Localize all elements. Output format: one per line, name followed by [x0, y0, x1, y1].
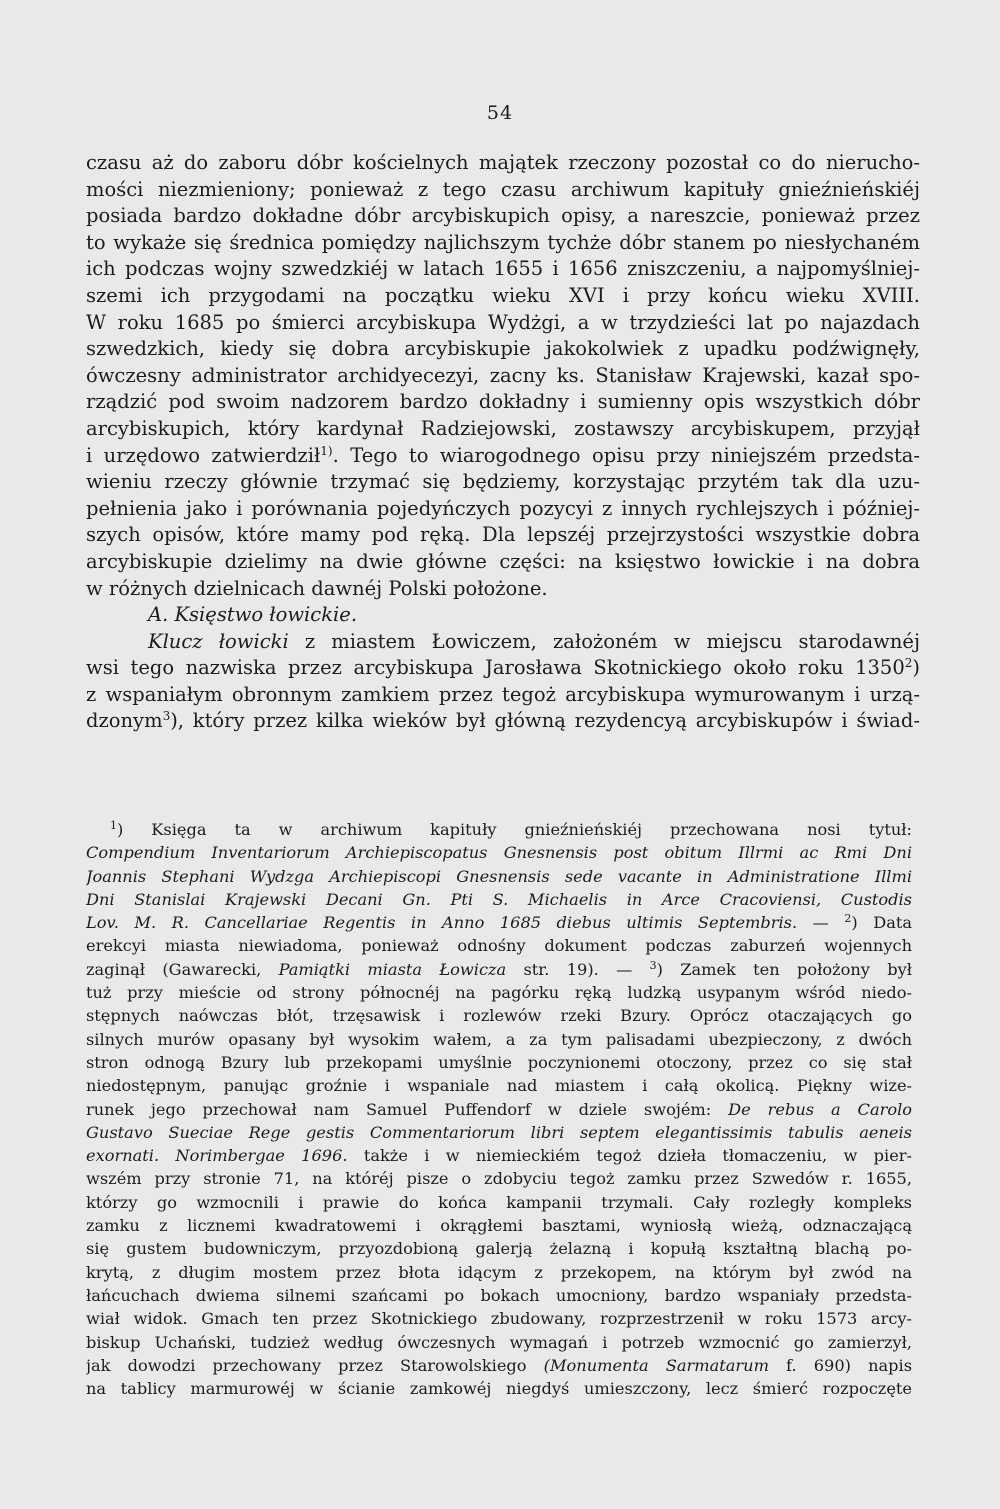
text-line: arcybiskupie dzielimy na dwie główne części: na księstwo łowickie i na dobra: [86, 549, 920, 573]
text-run: str. 19). —: [506, 959, 650, 979]
text-line: ówczesny administrator archidyecezyi, zacny ks. Stanisław Krajewski, kazał spo-: [86, 363, 920, 387]
section-title: Księstwo łowickie.: [174, 603, 358, 627]
text-run: f. 690) napis: [768, 1355, 912, 1375]
main-text: [86, 150, 920, 735]
text-run: runek jego przechował nam Samuel Puffendorf w dziele swojém:: [86, 1099, 729, 1119]
footnote-line: [86, 1144, 912, 1167]
text-run-italic: Lov. M. R. Cancellariae Regentis in Anno 1685 diebus ultimis Septembris.: [86, 913, 798, 933]
text-line: arcybiskupich, który kardynał Radziejowski, zostawszy arcybiskupem, przyjął: [86, 416, 920, 440]
text-line: rządzić pod swoim nadzorem bardzo dokładny i sumienny opis wszystkich dóbr: [86, 390, 920, 414]
text-line: [86, 443, 920, 470]
text-line: W roku 1685 po śmierci arcybiskupa Wydżgi, a w trzydzieści lat po najazdach: [86, 310, 920, 334]
text-run: . Tego to wiarogodnego opisu przy niniejszém przedsta-: [332, 443, 920, 467]
text-run: zaginął (Gawarecki,: [86, 959, 279, 979]
footnote-line: stępnych naówczas błót, trzęsawisk i rozlewów rzeki Bzury. Oprócz otaczających go: [86, 1006, 912, 1026]
text-run: dzonym: [86, 709, 163, 733]
text-line: szwedzkich, kiedy się dobra arcybiskupie jakokolwiek z upadku podźwignęły,: [86, 337, 920, 361]
text-run: jak dowodzi przechowany przez Starowolskiego: [86, 1355, 544, 1375]
section-letter: A.: [148, 603, 169, 627]
text-run: ) Zamek ten położony był: [656, 959, 912, 979]
footnote-line: [86, 1098, 912, 1121]
text-run: ) Data: [851, 913, 912, 933]
footnote-ref-1: 1): [320, 443, 333, 458]
footnote-line: silnych murów opasany był wysokim wałem, a za tym palisadami ubezpieczony, z dwóch: [86, 1029, 912, 1049]
text-line: [86, 708, 920, 735]
text-line: czasu aż do zaboru dóbr kościelnych majątek rzeczony pozostał co do nierucho-: [86, 151, 920, 174]
text-run-italic: exornati. Norimbergae 1696.: [86, 1146, 348, 1166]
text-run: z miastem Łowiczem, założoném w miejscu starodawnéj: [288, 629, 920, 653]
text-line: szemi ich przygodami na początku wieku XVI i przy końcu wieku XVIII.: [86, 283, 920, 307]
text-run-italic: Pamiątki miasta Łowicza: [278, 959, 507, 979]
text-line: szych opisów, które mamy pod ręką. Dla lepszéj przejrzystości wszystkie dobra: [86, 523, 920, 547]
text-run: i urzędowo zatwierdził: [86, 443, 321, 467]
footnote-line: łańcuchach dwiema silnemi szańcami po bokach umocniony, bardzo wspaniały przedsta-: [86, 1285, 912, 1305]
text-line: [86, 655, 920, 682]
footnote-line: Dni Stanislai Krajewski Decani Gn. Pti S. Michaelis in Arce Cracoviensi, Custodis: [86, 889, 912, 909]
footnotes: [86, 818, 912, 1400]
footnote-line: Joannis Stephani Wydzga Archiepiscopi Gnesnensis sede vacante in Administratione Illmi: [86, 866, 912, 886]
footnote-line: erekcyi miasta niewiadoma, ponieważ odnośny dokument podczas zaburzeń wojennych: [86, 936, 912, 956]
footnote-line: Gustavo Sueciae Rege gestis Commentariorum libri septem elegantissimis tabulis aeneis: [86, 1122, 912, 1142]
text-run: ) Księga ta w archiwum kapituły gnieźnieńskiéj przechowana nosi tytuł:: [117, 820, 912, 839]
footnote-line: stron odnogą Bzury lub przekopami umyślnie poczynionemi otoczony, przez co się stał: [86, 1052, 912, 1072]
footnote-line: biskup Uchański, tudzież według ówczesnych wymagań i potrzeb wzmocnić go zamierzył,: [86, 1332, 912, 1352]
footnote-line: [86, 818, 912, 841]
text-run: ): [912, 656, 920, 680]
text-line: [86, 629, 920, 656]
footnote-number: 1: [110, 819, 117, 832]
footnote-line: [86, 958, 912, 981]
text-run-italic: (Monumenta Sarmatarum: [543, 1355, 769, 1375]
footnote-line: niedostępnym, panując groźnie i wspaniale nad miastem i całą okolicą. Piękny wize-: [86, 1076, 912, 1096]
footnote-ref-3: 3: [162, 709, 171, 724]
footnote-line: wiał widok. Gmach ten przez Skotnickiego zbudowany, rozprzestrzenił w roku 1573 arcy-: [86, 1309, 912, 1329]
text-line: to wykaże się średnica pomiędzy najlichszym tychże dóbr stanem po niesłychaném: [86, 230, 920, 254]
text-line: w różnych dzielnicach dawnéj Polski położone.: [86, 576, 548, 600]
footnote-number: 3: [649, 958, 657, 972]
footnote-line: którzy go wzmocnili i prawie do końca kampanii trzymali. Cały rozległy kompleks: [86, 1192, 912, 1212]
footnote-line: na tablicy marmurowéj w ścianie zamkowéj niegdyś umieszczony, lecz śmierć rozpoczęte: [86, 1379, 912, 1399]
footnote-line: [86, 1354, 912, 1377]
text-run: ), który przez kilka wieków był główną rezydencyą arcybiskupów i świad-: [170, 709, 920, 733]
footnote-line: się gustem budowniczym, przyozdobioną galerją żelazną i kopułą kształtną blachą po-: [86, 1239, 912, 1259]
footnote-line: wszém przy stronie 71, na któréj pisze o zdobyciu tegoż zamku przez Szwedów r. 1655,: [86, 1169, 912, 1189]
page-number: 54: [486, 102, 514, 124]
text-run: wsi tego nazwiska przez arcybiskupa Jarosława Skotnickiego około roku 1350: [86, 656, 905, 680]
text-line: z wspaniałym obronnym zamkiem przez tegoż arcybiskupa wymurowanym i urzą-: [86, 682, 920, 706]
text-run: także i w niemieckiém tegoż dzieła tłomaczeniu, w pier-: [347, 1146, 912, 1166]
text-run-italic: De rebus a Carolo: [728, 1099, 912, 1119]
text-line: ich podczas wojny szwedzkiéj w latach 1655 i 1656 zniszczeniu, a najpomyślniej-: [86, 257, 920, 281]
footnote-ref-2: 2: [904, 656, 913, 671]
section-heading: [86, 602, 920, 629]
text-run: —: [797, 913, 845, 933]
footnote-number: 2: [844, 912, 852, 926]
footnote-line: Compendium Inventariorum Archiepiscopatus Gnesnensis post obitum Illrmi ac Rmi Dni: [86, 843, 912, 863]
footnote-line: tuż przy mieście od strony północnéj na pagórku ręką ludzką usypanym wśród niedo-: [86, 983, 912, 1003]
footnote-line: krytą, z długim mostem przez błota idącym z przekopem, na którym był zwód na: [86, 1262, 912, 1282]
footnote-line: [86, 911, 912, 934]
text-line: posiada bardzo dokładne dóbr arcybiskupich opisy, a nareszcie, ponieważ przez: [86, 204, 920, 228]
text-run-italic: Klucz łowicki: [148, 629, 289, 653]
text-line: pełnienia jako i porównania pojedyńczych pozycyi z innych rychlejszych i później-: [86, 496, 920, 520]
text-line: wieniu rzeczy głównie trzymać się będziemy, korzystając przytém tak dla uzu-: [86, 470, 920, 494]
text-line: mości niezmieniony; ponieważ z tego czasu archiwum kapituły gnieźnieńskiéj: [86, 177, 920, 201]
footnote-line: zamku z licznemi kwadratowemi i okrągłemi basztami, wyniosłą wieżą, odznaczającą: [86, 1216, 912, 1236]
